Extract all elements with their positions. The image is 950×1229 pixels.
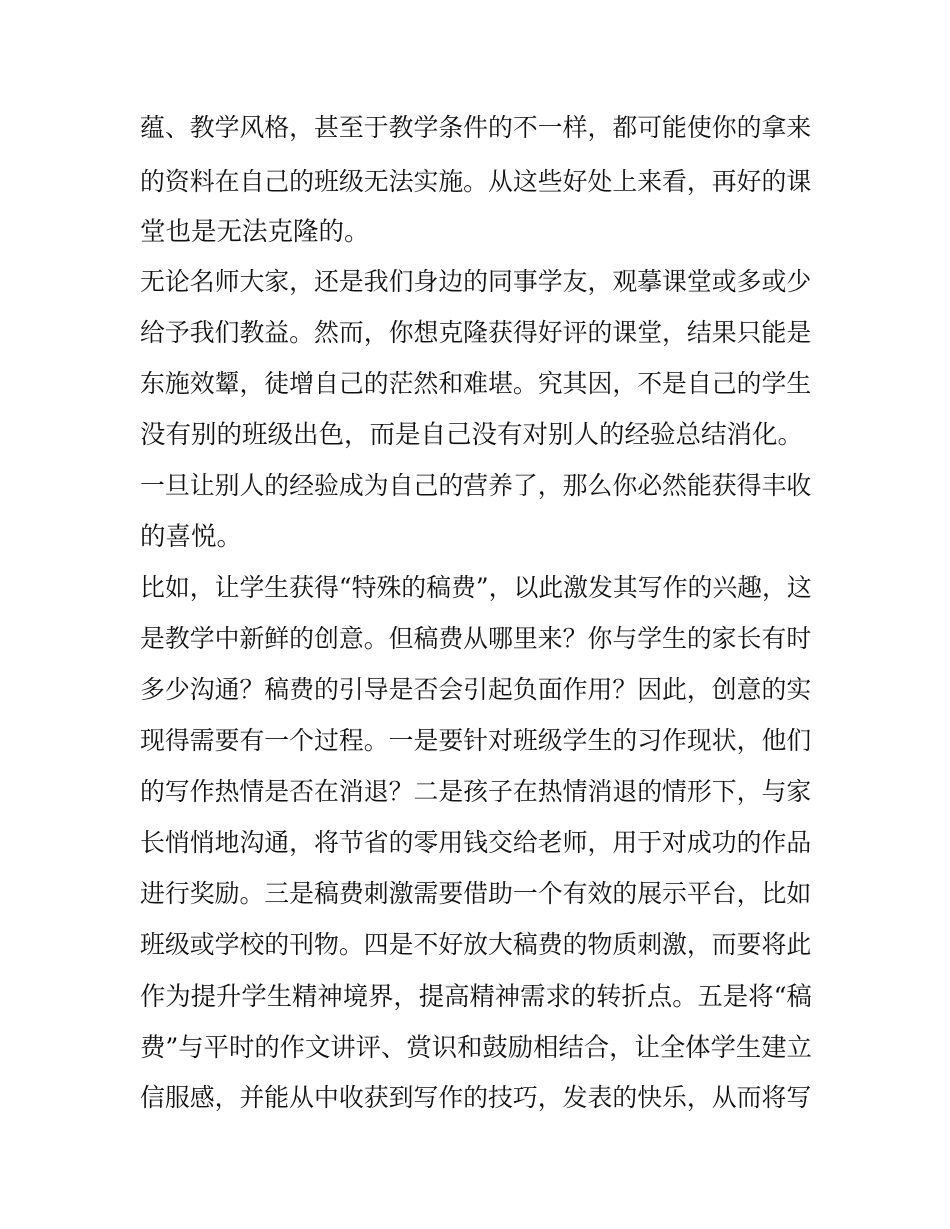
text-line: 信服感，并能从中收获到写作的技巧，发表的快乐，从而将写 <box>140 1083 812 1112</box>
text-line: 的资料在自己的班级无法实施。从这些好处上来看，再好的课 <box>140 167 812 196</box>
text-line: 的写作热情是否在消退？二是孩子在热情消退的情形下，与家 <box>140 777 812 806</box>
text-line: 堂也是无法克隆的。 <box>140 217 370 247</box>
text-line: 班级或学校的刊物。四是不好放大稿费的物质刺激，而要将此 <box>140 930 812 959</box>
text-line: 作为提升学生精神境界，提高精神需求的转折点。五是将“稿 <box>140 981 812 1011</box>
text-line: 进行奖励。三是稿费刺激需要借助一个有效的展示平台，比如 <box>140 879 812 908</box>
text-line: 一旦让别人的经验成为自己的营养了，那么你必然能获得丰收 <box>140 471 812 500</box>
text-line: 是教学中新鲜的创意。但稿费从哪里来？你与学生的家长有时 <box>140 624 812 653</box>
text-line: 的喜悦。 <box>140 522 243 552</box>
text-line: 东施效颦，徒增自己的茫然和难堪。究其因，不是自己的学生 <box>140 369 812 398</box>
text-line: 给予我们教益。然而，你想克隆获得好评的课堂，结果只能是 <box>140 318 812 347</box>
text-line: 无论名师大家，还是我们身边的同事学友，观摹课堂或多或少 <box>140 267 812 296</box>
text-line: 蕴、教学风格，甚至于教学条件的不一样，都可能使你的拿来 <box>140 113 812 142</box>
text-line: 费”与平时的作文讲评、赏识和鼓励相结合，让全体学生建立 <box>140 1032 812 1062</box>
text-line: 比如，让学生获得“特殊的稿费”，以此激发其写作的兴趣，这 <box>140 573 812 602</box>
text-line: 多少沟通？稿费的引导是否会引起负面作用？因此，创意的实 <box>140 675 812 704</box>
text-line: 长悄悄地沟通，将节省的零用钱交给老师，用于对成功的作品 <box>140 828 812 857</box>
text-line: 没有别的班级出色，而是自己没有对别人的经验总结消化。 <box>140 420 804 450</box>
text-line: 现得需要有一个过程。一是要针对班级学生的习作现状，他们 <box>140 726 812 755</box>
